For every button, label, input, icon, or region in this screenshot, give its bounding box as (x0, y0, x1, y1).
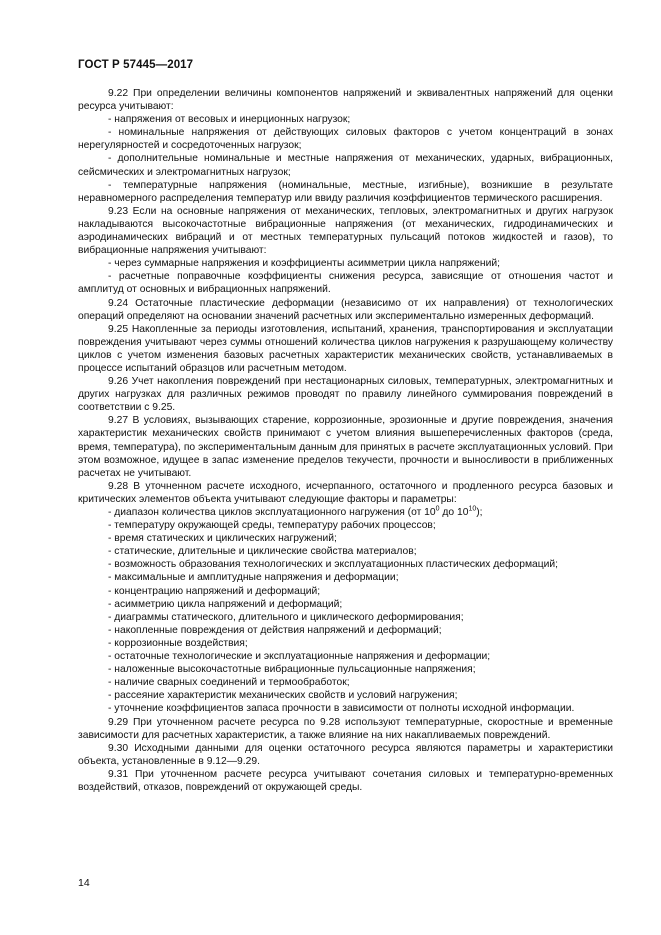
section-9-28-item: - накопленные повреждения от действия напряжений и деформаций; (108, 624, 442, 636)
document-header: ГОСТ Р 57445—2017 (78, 59, 194, 71)
section-9-28-item: - рассеяние характеристик механических свойств и условий нагружения; (108, 690, 458, 702)
section-9-28-intro: 9.28 В уточненном расчете исходного, исчерпанного, остаточного и продленного ресурса базовых и критических элементов объекта учитывают следующие факторы и параметры: (78, 480, 613, 505)
page-number: 14 (78, 877, 90, 889)
section-9-28-item: - время статических и циклических нагружений; (108, 533, 337, 545)
cycles-text-c: ); (476, 507, 483, 518)
section-9-25: 9.25 Накопленные за периоды изготовления, испытаний, хранения, транспортирования и эксплуатации повреждения учитывают через суммы отношений количества циклов нагружения к разрушающему количеству циклов с учетом изменения базовых расчетных характеристик механических свойств, устанавливаемых в процессе испытаний образцов или расчетным методом. (78, 323, 613, 374)
cycles-exponent-min: 0 (435, 505, 440, 513)
section-9-28-item: - возможность образования технологических и эксплуатационных пластических деформаций; (108, 559, 559, 571)
section-9-28-item-cycles (78, 506, 613, 519)
cycles-exponent-max: 10 (468, 505, 477, 513)
section-9-22-intro: 9.22 При определении величины компонентов напряжений и эквивалентных напряжений для оценки ресурса учитывают: (78, 88, 613, 113)
section-9-27: 9.27 В условиях, вызывающих старение, коррозионные, эрозионные и другие повреждения, значения характеристик механических свойств принимают с учетом влияния вышеперечисленных факторов (среда, время, температура), по экспериментальным данным для принятых в расчете эксплуатационных условий. При этом возможное, идущее в запас изменение пределов текучести, прочности и выносливости в приближенных расчетах не учитывают. (78, 415, 613, 479)
section-9-22-item: - дополнительные номинальные и местные напряжения от механических, ударных, вибрационных, сейсмических и электромагнитных нагрузок; (78, 153, 613, 178)
section-9-22-item: - напряжения от весовых и инерционных нагрузок; (108, 114, 351, 126)
section-9-28-item: - максимальные и амплитудные напряжения и деформации; (108, 572, 399, 584)
section-9-28-item: - наличие сварных соединений и термообработок; (108, 677, 350, 689)
section-9-29: 9.29 При уточненном расчете ресурса по 9.28 используют температурные, скоростные и временные зависимости для расчетных характеристик, а также влияние на них накапливаемых повреждений. (78, 716, 613, 741)
section-9-28-item: - коррозионные воздействия; (108, 637, 248, 649)
section-9-31: 9.31 При уточненном расчете ресурса учитывают сочетания силовых и температурно-временных воздействий, отказов, повреждений от окружающей среды. (78, 768, 613, 793)
section-9-23-intro: 9.23 Если на основные напряжения от механических, тепловых, электромагнитных и других нагрузок накладываются высокочастотные вибрационные напряжения (от механических, гидродинамических и аэродинамических вибраций и от местных температурных пульсаций потоков жидкостей и газов), то вибрационные напряжения учитывают: (78, 205, 613, 257)
section-9-28-item: - наложенные высокочастотные вибрационные пульсационные напряжения; (108, 664, 476, 676)
section-9-28-item: - диаграммы статического, длительного и циклического деформирования; (108, 611, 464, 623)
section-9-28-item: - температуру окружающей среды, температуру рабочих процессов; (108, 520, 436, 532)
section-9-28-item: - концентрацию напряжений и деформаций; (108, 585, 321, 597)
section-9-28-item: - статические, длительные и циклические свойства материалов; (108, 546, 417, 558)
section-9-26: 9.26 Учет накопления повреждений при нестационарных силовых, температурных, электромагнитных и других нагрузках для различных режимов проводят по правилу линейного суммирования повреждений в соответствии с 9.25. (78, 376, 613, 414)
cycles-text-a: - диапазон количества циклов эксплуатационного нагружения (от 10 (108, 507, 436, 518)
section-9-28-item: - остаточные технологические и эксплуатационные напряжения и деформации; (108, 651, 491, 663)
section-9-24: 9.24 Остаточные пластические деформации (независимо от их направления) от технологических операций определяют на основании значений расчетных или экспериментально измеренных деформаций. (78, 297, 613, 322)
section-9-28-item: - асимметрию цикла напряжений и деформаций; (108, 598, 343, 610)
section-9-23-item: - расчетные поправочные коэффициенты снижения ресурса, зависящие от отношения частот и амплитуд от основных и вибрационных напряжений. (78, 271, 613, 296)
section-9-22-item: - температурные напряжения (номинальные, местные, изгибные), возникшие в результате неравномерного распределения температур или ввиду различия коэффициентов термического расширения. (78, 179, 613, 204)
section-9-28-item: - уточнение коэффициентов запаса прочности в зависимости от полноты исходной информации. (108, 703, 575, 715)
section-9-22-item: - номинальные напряжения от действующих силовых факторов с учетом концентраций в зонах нерегулярностей и сосредоточенных нагрузок; (78, 127, 613, 152)
cycles-text-b: до 10 (439, 507, 469, 518)
section-9-23-item: - через суммарные напряжения и коэффициенты асимметрии цикла напряжений; (108, 258, 500, 270)
section-9-30: 9.30 Исходными данными для оценки остаточного ресурса являются параметры и характеристики объекта, установленные в 9.12—9.29. (78, 742, 613, 767)
document-body (78, 87, 613, 794)
